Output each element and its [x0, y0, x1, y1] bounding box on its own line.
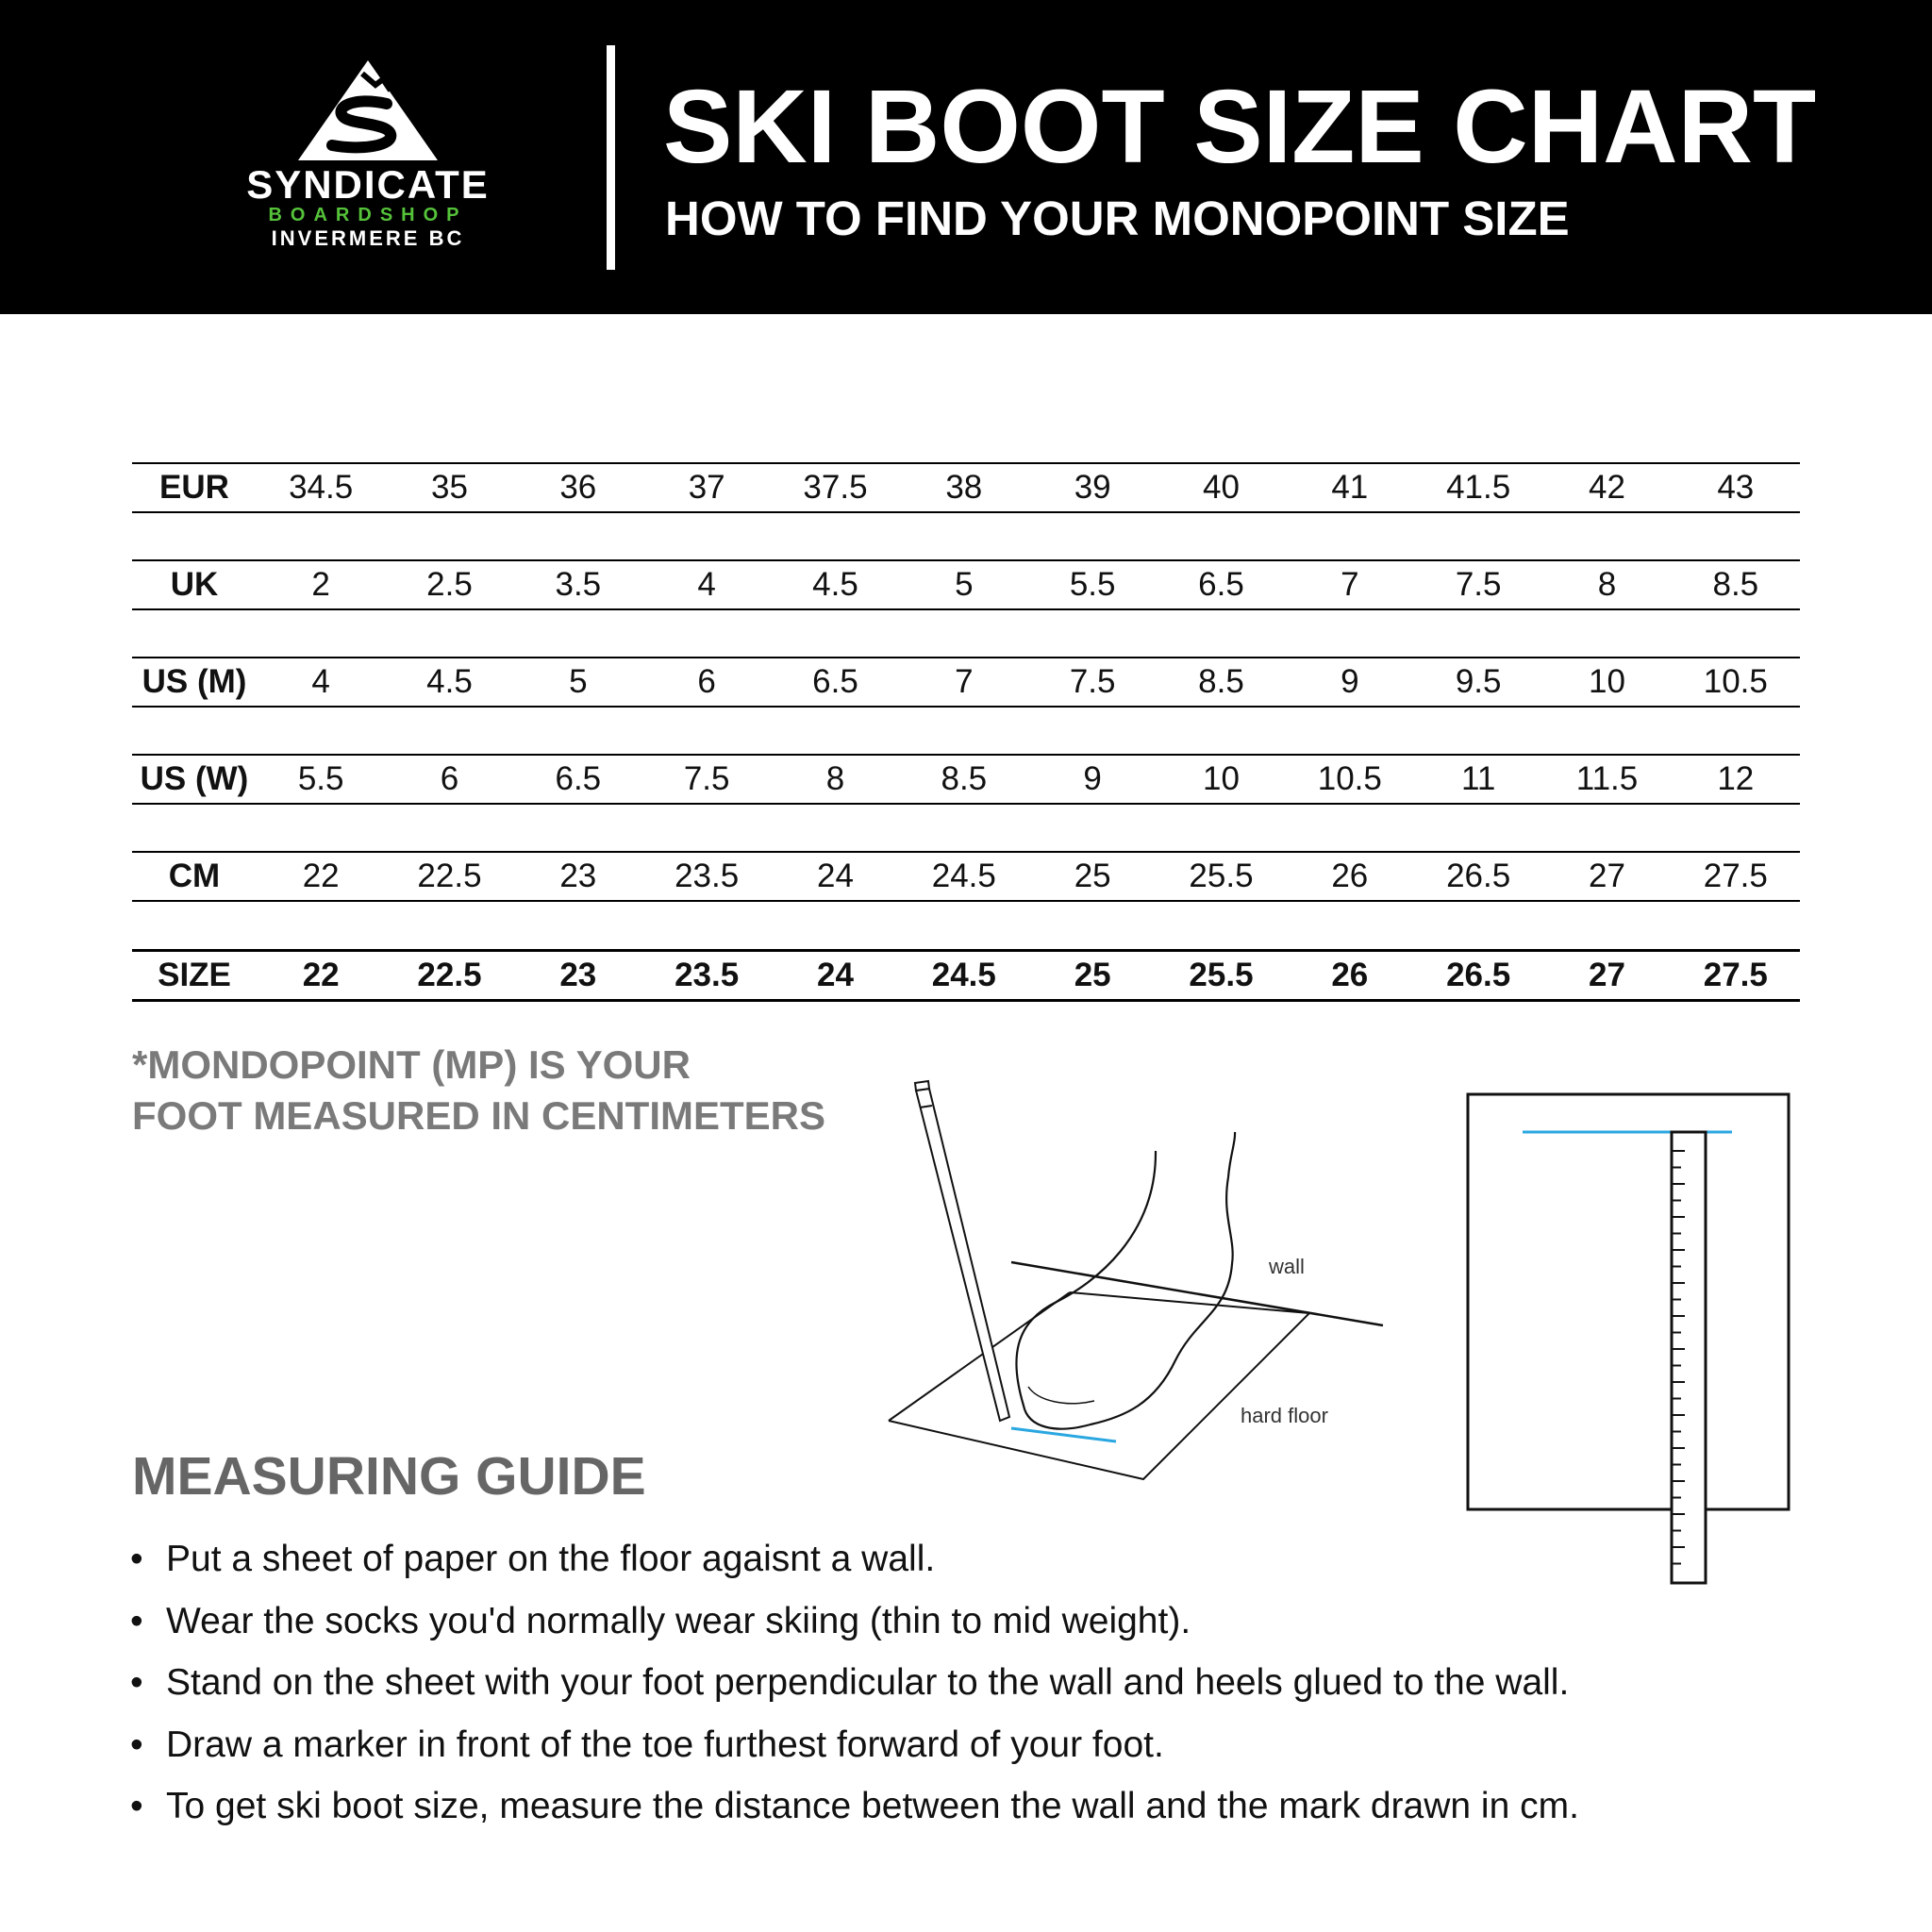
- size-row-uk: [132, 559, 1800, 610]
- size-cell: 5.5: [297, 760, 344, 797]
- size-cell: 8.5: [1712, 566, 1759, 603]
- size-cell: 5: [569, 663, 588, 700]
- size-cell: 43: [1717, 469, 1755, 506]
- wall-label: wall: [1269, 1255, 1305, 1278]
- size-cell: 37.5: [803, 469, 868, 506]
- size-cell: 10: [1589, 663, 1625, 700]
- size-cell: 6.5: [1198, 566, 1244, 603]
- size-row-eur: [132, 462, 1800, 513]
- size-cell: 7: [1341, 566, 1359, 603]
- size-cell: 9.5: [1455, 663, 1502, 700]
- size-cell: 7.5: [1069, 663, 1116, 700]
- size-cell: 8.5: [1198, 663, 1244, 700]
- row-label: EUR: [159, 469, 229, 506]
- size-cell: 24: [817, 957, 854, 993]
- size-cell: 4.5: [812, 566, 858, 603]
- page-subtitle: HOW TO FIND YOUR MONOPOINT SIZE: [665, 192, 1570, 245]
- size-row-us-w: [132, 754, 1800, 805]
- size-cell: 8.5: [941, 760, 988, 797]
- size-cell: 7.5: [683, 760, 730, 797]
- row-label: CM: [168, 858, 221, 894]
- size-cell: 37: [688, 469, 725, 506]
- size-cell: 4: [697, 566, 716, 603]
- size-cell: 36: [559, 469, 597, 506]
- size-cell: 6: [697, 663, 716, 700]
- guide-item-text: Wear the socks you'd normally wear skiing (thin to mid weight).: [166, 1600, 1191, 1641]
- size-cell: 8: [825, 760, 845, 797]
- size-cell: 7.5: [1455, 566, 1502, 603]
- size-cell: 35: [431, 469, 468, 506]
- size-cell: 3.5: [555, 566, 602, 603]
- size-cell: 41.5: [1446, 469, 1511, 506]
- size-cell: 7: [955, 663, 974, 700]
- marker-line: [1011, 1428, 1116, 1441]
- size-cell: 11: [1460, 760, 1496, 797]
- header-banner: [0, 0, 1932, 314]
- size-cell: 38: [945, 469, 983, 506]
- size-cell: 9: [1083, 760, 1102, 797]
- size-cell: 9: [1341, 663, 1359, 700]
- size-cell: 8: [1597, 566, 1617, 603]
- bullet-icon: •: [130, 1786, 143, 1826]
- guide-item: [130, 1528, 1579, 1591]
- row-label: US (W): [140, 760, 249, 797]
- size-cell: 23.5: [675, 858, 740, 894]
- size-cell: 27.5: [1703, 957, 1768, 993]
- size-cell: 34.5: [289, 469, 354, 506]
- guide-item-text: Draw a marker in front of the toe furthest forward of your foot.: [166, 1724, 1164, 1765]
- size-cell: 2.5: [426, 566, 473, 603]
- bullet-icon: •: [130, 1662, 143, 1703]
- size-cell: 6.5: [812, 663, 858, 700]
- size-cell: 5: [955, 566, 974, 603]
- size-cell: 24.5: [931, 957, 996, 993]
- guide-item: [130, 1775, 1579, 1838]
- size-cell: 41: [1331, 469, 1369, 506]
- guide-item: [130, 1591, 1579, 1653]
- row-label: US (M): [142, 663, 247, 700]
- guide-item: [130, 1652, 1579, 1714]
- size-cell: 26: [1331, 957, 1369, 993]
- guide-item-text: Put a sheet of paper on the floor agaisnt a wall.: [166, 1539, 936, 1579]
- row-label: SIZE: [158, 957, 231, 993]
- size-cell: 12: [1717, 760, 1755, 797]
- bullet-icon: •: [130, 1600, 143, 1641]
- size-cell: 6.5: [555, 760, 602, 797]
- measuring-guide-heading: MEASURING GUIDE: [132, 1446, 646, 1507]
- size-cell: 42: [1589, 469, 1625, 506]
- size-cell: 10.5: [1703, 663, 1768, 700]
- size-cell: 26: [1331, 858, 1369, 894]
- mountain-s-logo-icon: [296, 58, 440, 162]
- foot-measuring-illustration: [877, 1075, 1406, 1491]
- size-row-size: [132, 949, 1800, 1002]
- floor-label: hard floor: [1241, 1404, 1328, 1427]
- size-cell: 39: [1074, 469, 1111, 506]
- page-title: SKI BOOT SIZE CHART: [663, 69, 1817, 185]
- size-cell: 26.5: [1446, 957, 1511, 993]
- size-cell: 11.5: [1575, 760, 1639, 797]
- size-cell: 22.5: [417, 858, 482, 894]
- ruler-illustration: [1462, 1085, 1802, 1594]
- note-line-1: *MONDOPOINT (MP) IS YOUR: [132, 1042, 691, 1087]
- size-cell: 24: [817, 858, 854, 894]
- size-cell: 25.5: [1189, 957, 1254, 993]
- size-cell: 22: [302, 957, 340, 993]
- size-row-us-m: [132, 657, 1800, 708]
- size-cell: 4: [311, 663, 330, 700]
- size-cell: 27.5: [1703, 858, 1768, 894]
- size-cell: 22: [302, 858, 340, 894]
- header-divider: [607, 45, 615, 270]
- size-cell: 25.5: [1189, 858, 1254, 894]
- size-cell: 5.5: [1069, 566, 1116, 603]
- size-cell: 25: [1074, 858, 1111, 894]
- size-cell: 10.5: [1317, 760, 1382, 797]
- bullet-icon: •: [130, 1724, 143, 1765]
- mondopoint-note: [132, 1040, 825, 1141]
- size-cell: 24.5: [931, 858, 996, 894]
- size-cell: 6: [440, 760, 459, 797]
- size-cell: 25: [1074, 957, 1111, 993]
- size-cell: 2: [311, 566, 330, 603]
- size-cell: 23.5: [675, 957, 740, 993]
- brand-sub: BOARDSHOP: [268, 205, 468, 225]
- row-label: UK: [170, 566, 219, 603]
- guide-item-text: To get ski boot size, measure the distance between the wall and the mark drawn in cm.: [166, 1786, 1579, 1826]
- brand-name: SYNDICATE: [246, 162, 490, 207]
- size-cell: 27: [1589, 858, 1625, 894]
- note-line-2: FOOT MEASURED IN CENTIMETERS: [132, 1093, 826, 1138]
- size-cell: 10: [1203, 760, 1240, 797]
- size-cell: 23: [559, 858, 597, 894]
- size-cell: 27: [1589, 957, 1625, 993]
- size-row-cm: [132, 851, 1800, 902]
- size-cell: 23: [559, 957, 597, 993]
- size-cell: 26.5: [1446, 858, 1511, 894]
- measuring-guide-list: [130, 1528, 1579, 1838]
- size-cell: 40: [1203, 469, 1240, 506]
- size-cell: 22.5: [417, 957, 482, 993]
- guide-item: [130, 1714, 1579, 1776]
- size-cell: 4.5: [426, 663, 473, 700]
- brand-location: INVERMERE BC: [271, 226, 465, 250]
- guide-item-text: Stand on the sheet with your foot perpendicular to the wall and heels glued to the wall.: [166, 1662, 1570, 1703]
- brand-logo: [208, 58, 528, 257]
- bullet-icon: •: [130, 1539, 143, 1579]
